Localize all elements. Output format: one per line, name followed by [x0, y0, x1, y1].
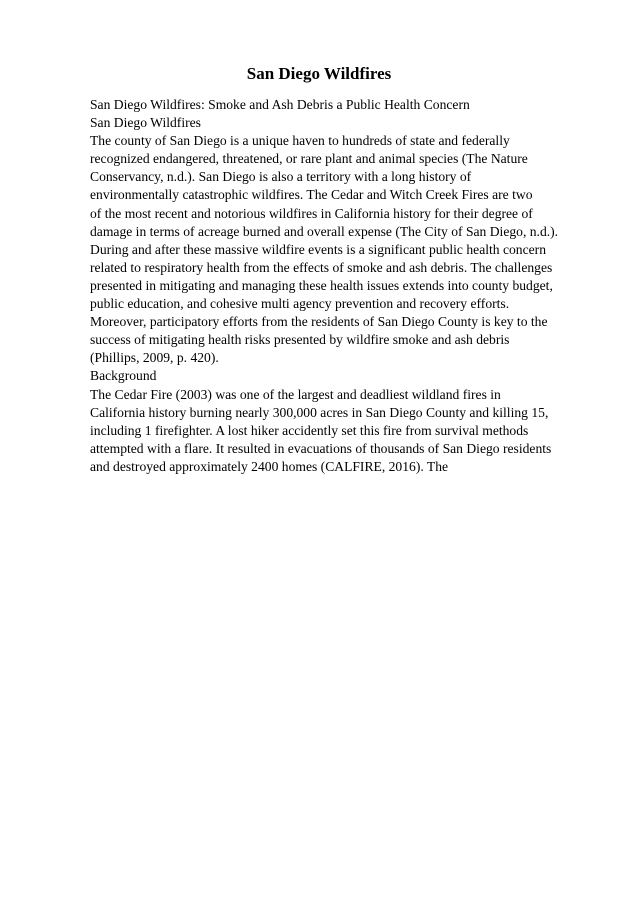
paragraph-line: The Cedar Fire (2003) was one of the largest and deadliest wildland fires in — [90, 386, 501, 402]
paragraph-line: presented in mitigating and managing these health issues extends into county budget, — [90, 277, 553, 293]
section-heading-background: Background — [90, 368, 157, 384]
paragraph-line: related to respiratory health from the effects of smoke and ash debris. The challenges — [90, 259, 553, 275]
paragraph-line: Conservancy, n.d.). San Diego is also a territory with a long history of — [90, 169, 472, 185]
subtitle-line: San Diego Wildfires: Smoke and Ash Debris a Public Health Concern — [90, 97, 470, 112]
paragraph-line: The county of San Diego is a unique haven to hundreds of state and federally — [90, 133, 510, 149]
paragraph-line: Moreover, participatory efforts from the residents of San Diego County is key to the — [90, 314, 548, 330]
section-heading-san-diego-wildfires: San Diego Wildfires — [90, 115, 201, 131]
paragraph-line: (Phillips, 2009, p. 420). — [90, 350, 219, 366]
document-title: San Diego Wildfires — [246, 64, 392, 83]
paragraph-line: attempted with a flare. It resulted in evacuations of thousands of San Diego residents — [90, 440, 552, 456]
paragraph-line: California history burning nearly 300,000 acres in San Diego County and killing 15, — [90, 404, 549, 420]
paragraph-line: including 1 firefighter. A lost hiker accidently set this fire from survival methods — [90, 422, 529, 438]
paragraph-line: public education, and cohesive multi agency prevention and recovery efforts. — [90, 296, 510, 312]
paragraph-line: damage in terms of acreage burned and overall expense (The City of San Diego, n.d.). — [90, 223, 559, 239]
paragraph-line: and destroyed approximately 2400 homes (CALFIRE, 2016). The — [90, 458, 449, 474]
paragraph-line: During and after these massive wildfire events is a significant public health concern — [90, 241, 546, 257]
document-body — [90, 96, 610, 476]
paragraph-line: recognized endangered, threatened, or rare plant and animal species (The Nature — [90, 151, 528, 167]
paragraph-line: success of mitigating health risks presented by wildfire smoke and ash debris — [90, 332, 510, 348]
paragraph-line: of the most recent and notorious wildfires in California history for their degree of — [90, 205, 533, 221]
paragraph-line: environmentally catastrophic wildfires. The Cedar and Witch Creek Fires are two — [90, 187, 533, 203]
